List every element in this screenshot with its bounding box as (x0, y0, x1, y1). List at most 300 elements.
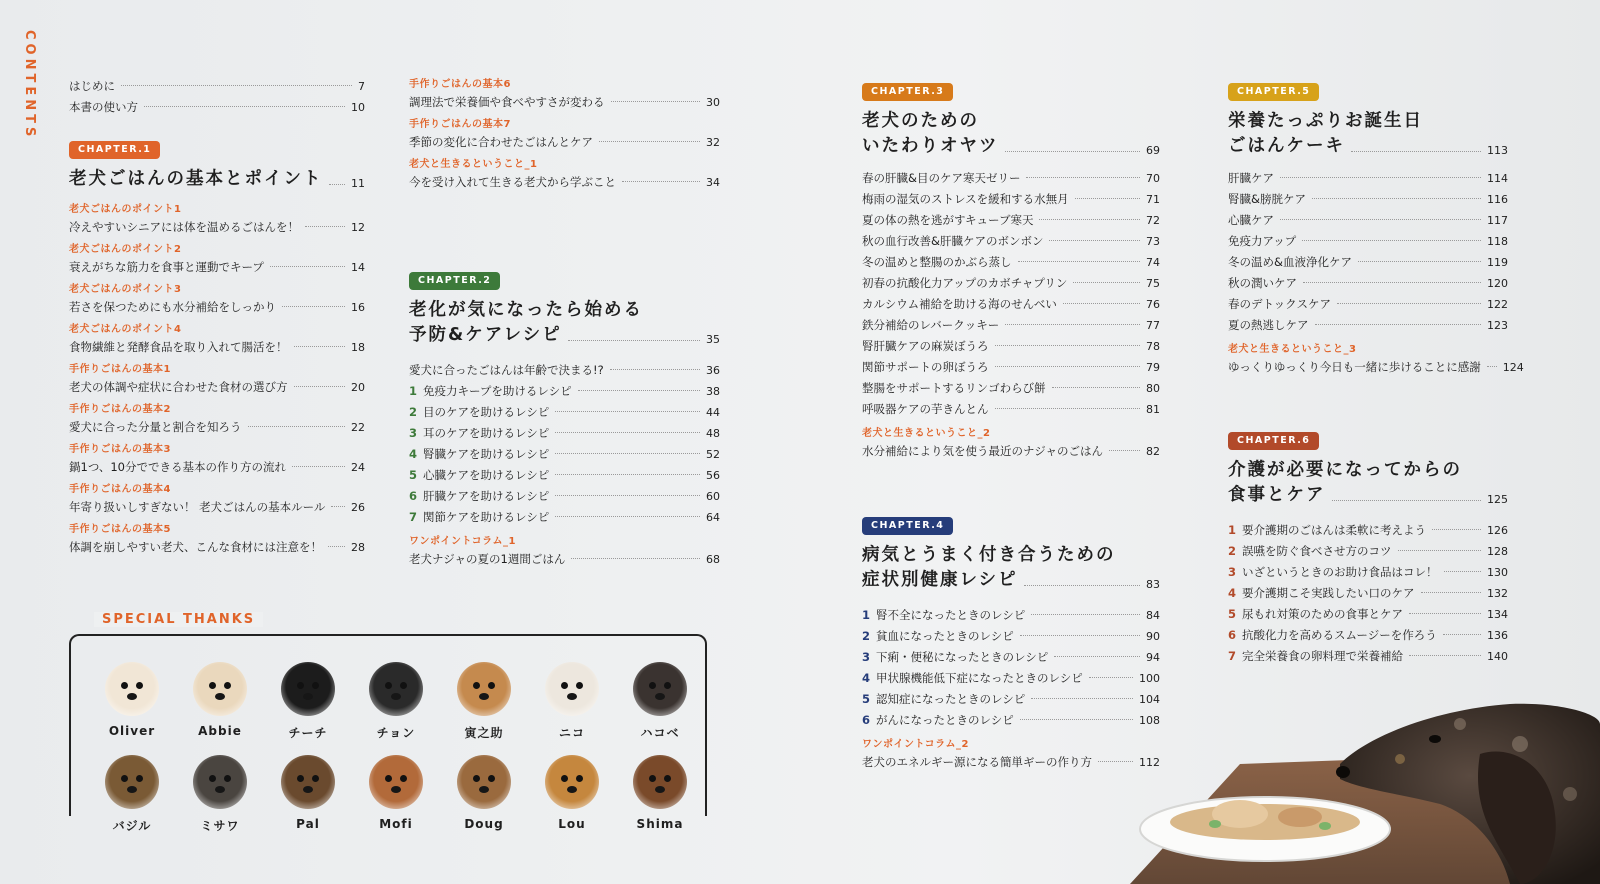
leader-dots (1054, 656, 1140, 657)
entry-number: 3 (862, 650, 871, 664)
toc-column-1 (69, 76, 365, 558)
entry-title: 調理法で栄養価や食べやすさが変わる (409, 95, 605, 109)
column-label: 老犬と生きるということ_3 (1228, 344, 1357, 355)
entry-title: 心臓ケア (1228, 213, 1274, 227)
leader-dots (611, 101, 701, 102)
entry-page: 30 (706, 96, 720, 109)
chapter-page: 11 (351, 177, 365, 190)
leader-dots (1432, 529, 1481, 530)
dog-portrait (93, 662, 171, 738)
dog-nose (215, 693, 225, 700)
leader-dots (555, 453, 700, 454)
dog-photo (633, 662, 687, 716)
leader-dots (578, 390, 700, 391)
leader-dots (282, 306, 345, 307)
leader-dots (1026, 177, 1140, 178)
entry-page: 73 (1146, 235, 1160, 248)
chapter-title-line: 老犬のための (862, 111, 979, 131)
toc-entry[interactable] (409, 92, 720, 113)
dog-photo (457, 662, 511, 716)
toc-entry[interactable] (1228, 583, 1508, 604)
entry-title: がんになったときのレシピ (876, 713, 1014, 727)
chapter-page: 125 (1487, 493, 1508, 506)
leader-dots (294, 346, 346, 347)
entry-title: 今を受け入れて生きる老犬から学ぶこと (409, 175, 616, 189)
leader-dots (1039, 219, 1140, 220)
entry-page: 78 (1146, 340, 1160, 353)
entry-page: 26 (351, 501, 365, 514)
toc-entry[interactable] (1228, 168, 1508, 189)
entry-page: 140 (1487, 650, 1508, 663)
leader-dots (555, 432, 700, 433)
entry-title: 水分補給により気を使う最近のナジャのごはん (862, 444, 1104, 458)
entry-page: 104 (1139, 693, 1160, 706)
entry-page: 70 (1146, 172, 1160, 185)
toc-entry[interactable] (1228, 646, 1508, 667)
entry-title: 完全栄養食の卵料理で栄養補給 (1242, 649, 1403, 663)
dog-nose (127, 786, 137, 793)
entry-page: 20 (351, 381, 365, 394)
chapter-title-line: いたわりオヤツ (862, 136, 999, 156)
entry-title: 肝臓ケア (1228, 171, 1274, 185)
column-label: ワンポイントコラム_2 (862, 739, 969, 750)
toc-entry[interactable] (69, 297, 365, 318)
toc-entry[interactable] (409, 381, 720, 402)
dog-portrait (621, 755, 699, 831)
entry-page: 77 (1146, 319, 1160, 332)
leader-dots (331, 506, 345, 507)
entry-page: 60 (706, 490, 720, 503)
entry-number: 2 (1228, 544, 1237, 558)
entry-page: 72 (1146, 214, 1160, 227)
leader-dots (568, 340, 700, 341)
leader-dots (1303, 282, 1481, 283)
leader-dots (1005, 151, 1141, 152)
entry-title: 耳のケアを助けるレシピ (423, 426, 550, 440)
toc-entry[interactable] (69, 417, 365, 438)
entry-page: 52 (706, 448, 720, 461)
leader-dots (599, 141, 700, 142)
leader-dots (121, 85, 352, 86)
leader-dots (328, 546, 345, 547)
dog-portrait (357, 755, 435, 831)
dog-portrait (357, 662, 435, 741)
entry-title: 老犬ナジャの夏の1週間ごはん (409, 552, 566, 566)
entry-page: 136 (1487, 629, 1508, 642)
entry-title: 食物繊維と発酵食品を取り入れて腸活を！ (69, 340, 288, 354)
leader-dots (1487, 366, 1497, 367)
toc-entry[interactable] (409, 402, 720, 423)
entry-page: 16 (351, 301, 365, 314)
toc-entry[interactable] (862, 168, 1160, 189)
toc-entry[interactable] (862, 399, 1160, 420)
toc-entry[interactable] (862, 273, 1160, 294)
toc-entry[interactable] (409, 132, 720, 153)
chapter-title-line: 症状別健康レシピ (862, 570, 1018, 590)
toc-entry[interactable] (69, 537, 365, 558)
dog-nose (391, 786, 401, 793)
chapter-heading[interactable] (862, 109, 1160, 159)
entry-number: 7 (409, 510, 418, 524)
dog-name: ニコ (558, 726, 585, 740)
toc-entry[interactable] (862, 357, 1160, 378)
toc-entry[interactable] (862, 441, 1160, 462)
leader-dots (294, 386, 346, 387)
entry-title: 愛犬に合ったごはんは年齢で決まる!? (409, 363, 604, 377)
entry-title: 夏の熱逃しケア (1228, 318, 1309, 332)
leader-dots (555, 495, 700, 496)
toc-entry[interactable] (1228, 625, 1508, 646)
entry-number: 1 (862, 608, 871, 622)
chapter-badge: CHAPTER.3 (862, 83, 953, 101)
entry-title: 老犬のエネルギー源になる簡単ギーの作り方 (862, 755, 1092, 769)
dog-portrait (269, 755, 347, 831)
entry-number: 2 (409, 405, 418, 419)
entry-page: 22 (351, 421, 365, 434)
dog-name: Shima (636, 817, 684, 831)
entry-page: 122 (1487, 298, 1508, 311)
leader-dots (1280, 219, 1481, 220)
leader-dots (1075, 198, 1140, 199)
chapter-page: 35 (706, 333, 720, 346)
entry-page: 108 (1139, 714, 1160, 727)
dog-photo (281, 755, 335, 809)
leader-dots (622, 181, 700, 182)
leader-dots (1049, 240, 1140, 241)
leader-dots (555, 474, 700, 475)
entry-number: 3 (409, 426, 418, 440)
entry-page: 90 (1146, 630, 1160, 643)
dog-portrait (181, 755, 259, 834)
leader-dots (1018, 261, 1141, 262)
leader-dots (571, 558, 700, 559)
leader-dots (1280, 177, 1481, 178)
entry-number: 6 (409, 489, 418, 503)
toc-entry[interactable] (1228, 189, 1508, 210)
entry-page: 18 (351, 341, 365, 354)
dog-name: 寅之助 (464, 726, 504, 740)
toc-entry[interactable] (409, 549, 720, 570)
leader-dots (1315, 324, 1482, 325)
dog-photo (281, 662, 335, 716)
entry-number: 6 (1228, 628, 1237, 642)
entry-title: 若さを保つためにも水分補給をしっかり (69, 300, 276, 314)
entry-page: 100 (1139, 672, 1160, 685)
dog-portrait (181, 662, 259, 738)
leader-dots (1089, 677, 1133, 678)
entry-title: 下痢・便秘になったときのレシピ (876, 650, 1049, 664)
toc-entry[interactable] (862, 336, 1160, 357)
leader-dots (1409, 655, 1481, 656)
toc-entry[interactable] (69, 217, 365, 238)
leader-dots (1358, 261, 1481, 262)
entry-page: 119 (1487, 256, 1508, 269)
toc-entry[interactable] (1228, 541, 1508, 562)
chapter-title-line: 老化が気になったら始める (409, 300, 643, 320)
leader-dots (1398, 550, 1482, 551)
entry-number: 2 (862, 629, 871, 643)
entry-number: 5 (1228, 607, 1237, 621)
chapter-heading[interactable] (1228, 109, 1508, 159)
chapter-badge: CHAPTER.2 (409, 272, 500, 290)
entry-page: 56 (706, 469, 720, 482)
entry-number: 1 (1228, 523, 1237, 537)
leader-dots (1031, 614, 1140, 615)
chapter-heading[interactable] (69, 167, 365, 192)
entry-page: 118 (1487, 235, 1508, 248)
entry-title: 秋の潤いケア (1228, 276, 1297, 290)
dog-name: Abbie (198, 724, 242, 738)
section-label: 老犬ごはんのポイント2 (69, 244, 182, 255)
chapter-heading[interactable] (409, 298, 720, 348)
entry-title: 腎臓ケアを助けるレシピ (423, 447, 550, 461)
entry-title: 腎肝臓ケアの麻炭ぼうろ (862, 339, 989, 353)
dog-eye (1429, 735, 1441, 743)
toc-entry[interactable] (409, 172, 720, 193)
entry-title: 愛犬に合った分量と割合を知ろう (69, 420, 242, 434)
entry-title: いざというときのお助け食品はコレ！ (1242, 565, 1438, 579)
leader-dots (1302, 240, 1481, 241)
toc-entry[interactable] (1228, 604, 1508, 625)
chapter-title-line: ごはんケーキ (1228, 136, 1345, 156)
toc-entry[interactable] (862, 252, 1160, 273)
dog-photo (633, 755, 687, 809)
toc-entry[interactable] (69, 257, 365, 278)
leader-dots (1109, 450, 1140, 451)
leader-dots (144, 106, 345, 107)
entry-title: 目のケアを助けるレシピ (423, 405, 550, 419)
leader-dots (1409, 613, 1481, 614)
dog-name: バジル (112, 819, 152, 833)
entry-page: 123 (1487, 319, 1508, 332)
entry-number: 6 (862, 713, 871, 727)
dog-nose (567, 693, 577, 700)
toc-entry[interactable] (862, 605, 1160, 626)
entry-page: 126 (1487, 524, 1508, 537)
entry-title: 免疫力アップ (1228, 234, 1297, 248)
entry-title: 冬の温め&血液浄化ケア (1228, 255, 1352, 269)
entry-number: 3 (1228, 565, 1237, 579)
dog-nose (655, 786, 665, 793)
toc-entry[interactable] (1228, 273, 1508, 294)
leader-dots (1443, 634, 1481, 635)
section-label: 老犬ごはんのポイント3 (69, 284, 182, 295)
toc-column-4 (1228, 79, 1524, 667)
toc-entry[interactable] (862, 189, 1160, 210)
toc-entry[interactable] (1228, 231, 1508, 252)
chapter-page: 83 (1146, 578, 1160, 591)
entry-title: 尿もれ対策のための食事とケア (1242, 607, 1403, 621)
dog-name: Lou (558, 817, 586, 831)
entry-title: 甲状腺機能低下症になったときのレシピ (876, 671, 1083, 685)
chapter-badge: CHAPTER.4 (862, 517, 953, 535)
toc-entry[interactable] (69, 97, 365, 118)
toc-entry[interactable] (409, 444, 720, 465)
entry-title: 体調を崩しやすい老犬、こんな食材には注意を！ (69, 540, 322, 554)
toc-entry[interactable] (862, 626, 1160, 647)
entry-title: 整腸をサポートするリンゴわらび餅 (862, 381, 1046, 395)
toc-entry[interactable] (1228, 520, 1508, 541)
dog-name: チーチ (288, 726, 328, 740)
toc-entry[interactable] (862, 647, 1160, 668)
leader-dots (1024, 585, 1140, 586)
entry-page: 117 (1487, 214, 1508, 227)
entry-page: 44 (706, 406, 720, 419)
toc-entry[interactable] (69, 497, 365, 518)
entry-number: 5 (862, 692, 871, 706)
dog-photo (545, 755, 599, 809)
entry-title: 要介護期のごはんは柔軟に考えよう (1242, 523, 1426, 537)
entry-page: 82 (1146, 445, 1160, 458)
entry-title: 季節の変化に合わせたごはんとケア (409, 135, 593, 149)
leader-dots (555, 516, 700, 517)
entry-title: 要介護期こそ実践したい口のケア (1242, 586, 1415, 600)
dog-nose (655, 693, 665, 700)
toc-entry[interactable] (409, 486, 720, 507)
toc-entry[interactable] (862, 210, 1160, 231)
entry-page: 76 (1146, 298, 1160, 311)
toc-entry[interactable] (69, 457, 365, 478)
dog-portrait (533, 662, 611, 741)
chapter-title-line: 病気とうまく付き合うための (862, 545, 1116, 565)
dog-portrait (269, 662, 347, 741)
entry-page: 32 (706, 136, 720, 149)
chapter-badge: CHAPTER.6 (1228, 432, 1319, 450)
section-label: 手作りごはんの基本6 (409, 79, 511, 90)
dog-name: Oliver (108, 724, 156, 738)
entry-page: 68 (706, 553, 720, 566)
dog-portrait (533, 755, 611, 831)
leader-dots (329, 184, 346, 185)
entry-page: 34 (706, 176, 720, 189)
chapter-heading[interactable] (862, 543, 1160, 593)
entry-number: 7 (1228, 649, 1237, 663)
dog-photo (545, 662, 599, 716)
entry-title: 肝臓ケアを助けるレシピ (423, 489, 550, 503)
entry-title: 秋の血行改善&肝臓ケアのボンボン (862, 234, 1044, 248)
entry-title: 鍋1つ、10分でできる基本の作り方の流れ (69, 460, 286, 474)
dog-photo (193, 755, 247, 809)
entry-title: はじめに (69, 79, 115, 93)
toc-entry[interactable] (1228, 315, 1508, 336)
dog-photo (369, 755, 423, 809)
entry-title: カルシウム補給を助ける海のせんべい (862, 297, 1057, 311)
leader-dots (1351, 151, 1481, 152)
entry-page: 12 (351, 221, 365, 234)
leader-dots (995, 408, 1141, 409)
leader-dots (1052, 387, 1140, 388)
dog-nose (215, 786, 225, 793)
dog-nose (567, 786, 577, 793)
dog-photo (193, 662, 247, 716)
entry-page: 94 (1146, 651, 1160, 664)
dog-photo (457, 755, 511, 809)
leader-dots (1337, 303, 1481, 304)
toc-entry[interactable] (69, 76, 365, 97)
entry-title: 関節ケアを助けるレシピ (423, 510, 550, 524)
special-thanks-title: SPECIAL THANKS (94, 612, 263, 627)
section-label: 手作りごはんの基本7 (409, 119, 511, 130)
entry-title: 春の肝臓&目のケア寒天ゼリー (862, 171, 1021, 185)
dog-portrait (93, 755, 171, 834)
section-label: 老犬ごはんのポイント4 (69, 324, 182, 335)
entry-page: 75 (1146, 277, 1160, 290)
chapter-title-line: 予防&ケアレシピ (409, 325, 562, 345)
toc-entry[interactable] (1228, 562, 1508, 583)
chapter-badge: CHAPTER.5 (1228, 83, 1319, 101)
dog-photo (369, 662, 423, 716)
leader-dots (305, 226, 345, 227)
entry-title: 本書の使い方 (69, 100, 138, 114)
entry-page: 38 (706, 385, 720, 398)
entry-title: 初春の抗酸化力アップのカボチャプリン (862, 276, 1068, 290)
chapter-page: 69 (1146, 144, 1160, 157)
leader-dots (248, 426, 346, 427)
section-label: 手作りごはんの基本1 (69, 364, 171, 375)
chapter-title: 老犬ごはんの基本とポイント (69, 169, 323, 189)
toc-entry[interactable] (862, 315, 1160, 336)
chapter-heading[interactable] (1228, 458, 1508, 508)
entry-title: 認知症になったときのレシピ (876, 692, 1026, 706)
entry-page: 7 (358, 80, 365, 93)
chapter-badge: CHAPTER.1 (69, 141, 160, 159)
toc-entry[interactable] (409, 360, 720, 381)
entry-title: 夏の体の熱を逃がすキューブ寒天 (862, 213, 1034, 227)
leader-dots (1332, 500, 1482, 501)
toc-column-3 (862, 79, 1160, 773)
dog-photo (105, 755, 159, 809)
toc-entry[interactable] (1228, 294, 1508, 315)
section-label: 手作りごはんの基本5 (69, 524, 171, 535)
section-label: 手作りごはんの基本2 (69, 404, 171, 415)
entry-title: 鉄分補給のレバークッキー (862, 318, 1000, 332)
toc-entry[interactable] (409, 507, 720, 528)
entry-title: 衰えがちな筋力を食事と運動でキープ (69, 260, 264, 274)
toc-entry[interactable] (1228, 210, 1508, 231)
entry-title: 老犬の体調や症状に合わせた食材の選び方 (69, 380, 288, 394)
entry-page: 24 (351, 461, 365, 474)
toc-entry[interactable] (1228, 357, 1524, 378)
dachshund-photo (1040, 684, 1600, 884)
toc-column-2 (409, 77, 720, 570)
toc-entry[interactable] (69, 377, 365, 398)
leader-dots (1073, 282, 1140, 283)
entry-page: 120 (1487, 277, 1508, 290)
column-label: 老犬と生きるということ_2 (862, 428, 991, 439)
dog-portrait (445, 662, 523, 741)
entry-page: 114 (1487, 172, 1508, 185)
toc-entry[interactable] (1228, 252, 1508, 273)
toc-entry[interactable] (69, 337, 365, 358)
entry-page: 10 (351, 101, 365, 114)
dog-nose (391, 693, 401, 700)
toc-entry[interactable] (862, 294, 1160, 315)
contents-spine-label: CONTENTS (22, 30, 37, 141)
chapter-title-line: 栄養たっぷりお誕生日 (1228, 111, 1423, 131)
dog-nose (303, 786, 313, 793)
section-label: 老犬ごはんのポイント1 (69, 204, 182, 215)
chapter-title-line: 介護が必要になってからの (1228, 460, 1462, 480)
toc-entry[interactable] (409, 423, 720, 444)
entry-title: 冷えやすいシニアには体を温めるごはんを！ (69, 220, 299, 234)
toc-entry[interactable] (862, 231, 1160, 252)
dog-photo (105, 662, 159, 716)
toc-entry[interactable] (862, 378, 1160, 399)
entry-title: 関節サポートの卵ぼうろ (862, 360, 989, 374)
leader-dots (1312, 198, 1481, 199)
leader-dots (1005, 324, 1140, 325)
toc-entry[interactable] (409, 465, 720, 486)
